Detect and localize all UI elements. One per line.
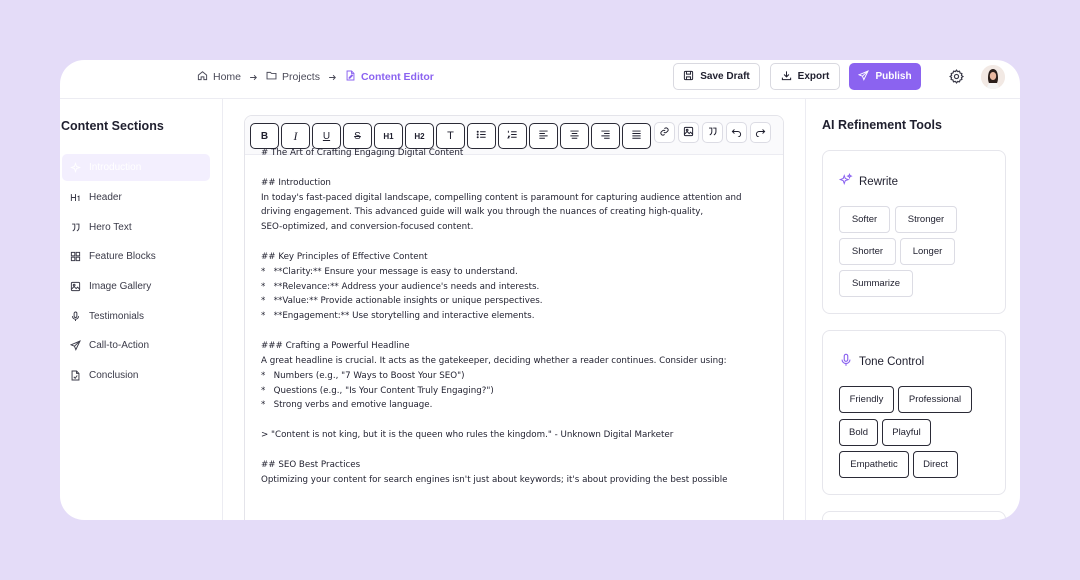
- editor-line: ## Introduction: [261, 177, 331, 188]
- editor-line: * **Clarity:** Ensure your message is easy to understand.: [261, 266, 518, 277]
- breadcrumb-projects[interactable]: [266, 70, 320, 84]
- breadcrumb-current-label: Content Editor: [360, 71, 434, 83]
- editor-line: * **Engagement:** Use storytelling and interactive elements.: [261, 311, 535, 322]
- rewrite-card: [822, 150, 1006, 314]
- tone-professional-button[interactable]: [898, 386, 972, 413]
- folder-icon: [266, 70, 277, 84]
- save-draft-button[interactable]: [673, 63, 760, 90]
- avatar[interactable]: [981, 65, 1005, 89]
- editor-line: SEO-optimized, and conversion-focused content.: [261, 222, 474, 233]
- editor-line: In today's fast-paced digital landscape, compelling content is paramount for capturing audience attention and: [261, 192, 742, 203]
- chip-label: Direct: [923, 459, 948, 470]
- chip-label: Softer: [851, 214, 878, 225]
- arrow-right-icon: [328, 73, 337, 82]
- editor-text-area[interactable]: [261, 146, 771, 487]
- image-icon: [62, 281, 89, 292]
- chip-label: Shorter: [851, 246, 884, 257]
- breadcrumb-projects-label: Projects: [282, 71, 320, 83]
- breadcrumb-current: [345, 70, 434, 84]
- editor-line: * **Relevance:** Address your audience's needs and interests.: [261, 281, 540, 292]
- chip-label: Longer: [912, 246, 943, 257]
- top-bar: [60, 60, 1020, 99]
- heading-1-icon: H1: [383, 131, 394, 141]
- chip-label: Professional: [908, 394, 962, 405]
- editor-line: ## Key Principles of Effective Content: [261, 251, 428, 262]
- editor-line: [261, 443, 771, 458]
- tone-control-title-label: Tone Control: [859, 355, 925, 368]
- download-icon: [781, 70, 792, 84]
- sidebar-item-label: Testimonials: [89, 311, 145, 322]
- sidebar-item-image-gallery[interactable]: [62, 273, 210, 300]
- rewrite-shorter-button[interactable]: [839, 238, 896, 265]
- sidebar-title: Content Sections: [61, 119, 164, 133]
- send-icon: [858, 70, 869, 84]
- tone-control-card: [822, 330, 1006, 495]
- publish-label: Publish: [875, 71, 912, 82]
- chip-label: Friendly: [849, 394, 884, 405]
- link-button[interactable]: [654, 122, 675, 143]
- sidebar-item-label: Call-to-Action: [89, 340, 150, 351]
- microphone-icon: [62, 311, 89, 322]
- sidebar-item-label: Hero Text: [89, 222, 132, 233]
- rewrite-stronger-button[interactable]: [895, 206, 957, 233]
- editor-line: * Strong verbs and emotive language.: [261, 400, 433, 411]
- sidebar-item-introduction[interactable]: [62, 154, 210, 181]
- app-window: [60, 60, 1020, 520]
- sidebar-item-feature-blocks[interactable]: [62, 243, 210, 270]
- editor-line: ### Crafting a Powerful Headline: [261, 340, 410, 351]
- chip-label: Bold: [848, 427, 868, 438]
- sidebar-item-header[interactable]: [62, 184, 210, 211]
- document-icon: [62, 370, 89, 381]
- align-justify-icon: [631, 129, 642, 143]
- bullet-list-icon: [476, 129, 487, 143]
- editor-line: Optimizing your content for search engines isn't just about keywords; it's about providing the best possible: [261, 474, 728, 485]
- link-icon: [659, 126, 670, 140]
- send-icon: [62, 340, 89, 351]
- align-center-icon: [569, 129, 580, 143]
- strikethrough-icon: S: [354, 130, 361, 142]
- editor-line: A great headline is crucial. It acts as the gatekeeper, deciding whether a reader continues. Consider using:: [261, 355, 727, 366]
- microphone-icon: [839, 353, 853, 370]
- home-icon: [197, 70, 208, 84]
- editor-line: [261, 324, 771, 339]
- sparkle-icon: [62, 162, 89, 173]
- insert-image-button[interactable]: [678, 122, 699, 143]
- editor-line: [261, 413, 771, 428]
- rewrite-longer-button[interactable]: [900, 238, 955, 265]
- tone-empathetic-button[interactable]: [839, 451, 909, 478]
- content-editor: [244, 115, 784, 520]
- export-label: Export: [797, 71, 830, 82]
- ai-tools-title: AI Refinement Tools: [822, 118, 942, 132]
- blockquote-button[interactable]: [702, 122, 723, 143]
- arrow-right-icon: [249, 73, 258, 82]
- editor-line: * Questions (e.g., "Is Your Content Truly Engaging?"): [261, 385, 494, 396]
- redo-button[interactable]: [750, 122, 771, 143]
- sidebar-item-label: Header: [89, 192, 122, 203]
- tone-direct-button[interactable]: [913, 451, 958, 478]
- sidebar-item-testimonials[interactable]: [62, 303, 210, 330]
- save-draft-label: Save Draft: [700, 71, 750, 82]
- rewrite-title: [839, 173, 898, 190]
- breadcrumb-home[interactable]: [197, 70, 241, 84]
- align-left-icon: [538, 129, 549, 143]
- undo-button[interactable]: [726, 122, 747, 143]
- image-icon: [683, 126, 694, 140]
- gear-icon[interactable]: [949, 69, 964, 84]
- sidebar-item-hero-text[interactable]: [62, 214, 210, 241]
- sidebar-item-label: Image Gallery: [89, 281, 152, 292]
- editor-line: # The Art of Crafting Engaging Digital Content: [261, 148, 464, 158]
- italic-icon: I: [293, 128, 298, 143]
- sidebar-item-label: Introduction: [89, 162, 142, 173]
- heading-2-icon: H2: [414, 131, 425, 141]
- export-button[interactable]: [770, 63, 840, 90]
- quote-icon: [62, 222, 89, 233]
- align-right-icon: [600, 129, 611, 143]
- content-sections-sidebar: [60, 99, 223, 520]
- text-icon: T: [447, 130, 454, 142]
- sidebar-item-label: Conclusion: [89, 370, 139, 381]
- editor-line: driving engagement. This advanced guide will walk you through the nuances of creating high-quality,: [261, 207, 704, 218]
- chip-label: Empathetic: [850, 459, 898, 470]
- save-icon: [683, 70, 694, 84]
- quote-icon: [707, 126, 718, 140]
- additional-tools-card: [822, 511, 1006, 520]
- rewrite-softer-button[interactable]: [839, 206, 890, 233]
- tone-control-title: [839, 353, 924, 370]
- editor-line: [261, 235, 771, 250]
- publish-button[interactable]: [849, 63, 921, 90]
- tone-bold-button[interactable]: [839, 419, 878, 446]
- numbered-list-icon: [507, 129, 518, 143]
- bold-icon: B: [260, 130, 269, 142]
- file-edit-icon: [345, 70, 356, 84]
- redo-icon: [755, 126, 766, 140]
- rewrite-summarize-button[interactable]: [839, 270, 913, 297]
- sidebar-item-call-to-action[interactable]: [62, 332, 210, 359]
- editor-line: > "Content is not king, but it is the queen who rules the kingdom." - Unknown Digital Marketer: [261, 430, 674, 441]
- chip-label: Stronger: [907, 214, 945, 225]
- editor-line: ## SEO Best Practices: [261, 459, 361, 470]
- ai-refinement-panel: [805, 99, 1020, 520]
- rewrite-title-label: Rewrite: [859, 175, 898, 188]
- chip-label: Playful: [892, 427, 921, 438]
- sidebar-item-conclusion[interactable]: [62, 362, 210, 389]
- tone-friendly-button[interactable]: [839, 386, 894, 413]
- breadcrumb-home-label: Home: [213, 71, 242, 83]
- chip-label: Summarize: [851, 278, 901, 289]
- undo-icon: [731, 126, 742, 140]
- tone-playful-button[interactable]: [882, 419, 931, 446]
- editor-line: * Numbers (e.g., "7 Ways to Boost Your SEO"): [261, 370, 465, 381]
- editor-line: * **Value:** Provide actionable insights or unique perspectives.: [261, 296, 543, 307]
- sidebar-item-label: Feature Blocks: [89, 251, 156, 262]
- breadcrumb: [197, 69, 434, 85]
- editor-line: [261, 161, 771, 176]
- underline-icon: U: [322, 130, 331, 142]
- grid-icon: [62, 251, 89, 262]
- heading-icon: [62, 192, 89, 203]
- sparkles-icon: [839, 173, 853, 190]
